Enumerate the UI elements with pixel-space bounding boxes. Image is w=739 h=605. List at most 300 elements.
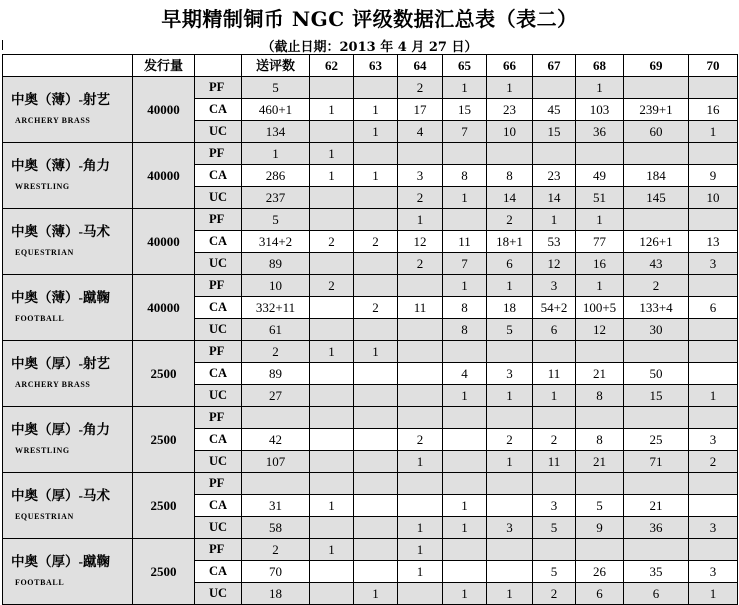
grade-type-cell: CA (195, 561, 242, 583)
grade-count-cell: 11 (398, 297, 443, 319)
grade-type-cell: UC (195, 319, 242, 341)
coin-name-cn: 中奥（薄）-射艺 (11, 91, 110, 107)
grade-type-cell: PF (195, 143, 242, 165)
grade-count-cell: 2 (487, 429, 533, 451)
coin-name-en: ARCHERY BRASS (15, 379, 91, 389)
grade-count-cell (354, 385, 398, 407)
grade-count-cell (398, 385, 443, 407)
grade-count-cell: 17 (398, 99, 443, 121)
grade-count-cell: 2 (398, 187, 443, 209)
grade-count-cell: 8 (576, 385, 624, 407)
grade-count-cell (487, 561, 533, 583)
grade-count-cell: 126+1 (624, 231, 689, 253)
grade-count-cell (533, 77, 576, 99)
grade-type-cell: PF (195, 209, 242, 231)
grade-count-cell (624, 209, 689, 231)
grade-count-cell: 15 (533, 121, 576, 143)
grade-count-cell (689, 363, 738, 385)
grade-count-cell (576, 407, 624, 429)
grade-count-cell: 4 (443, 363, 487, 385)
grade-type-cell: CA (195, 99, 242, 121)
grade-count-cell (354, 363, 398, 385)
grade-count-cell: 1 (354, 165, 398, 187)
grade-type-cell: PF (195, 473, 242, 495)
grade-count-cell: 2 (310, 275, 354, 297)
grade-count-cell: 11 (533, 363, 576, 385)
grade-count-cell: 1 (310, 495, 354, 517)
mintage-cell: 40000 (133, 143, 195, 209)
submitted-count-cell: 314+2 (242, 231, 310, 253)
grade-count-cell: 10 (689, 187, 738, 209)
grade-count-cell: 8 (443, 319, 487, 341)
grade-count-cell: 1 (487, 583, 533, 605)
grade-count-cell: 4 (398, 121, 443, 143)
grading-table (2, 54, 738, 605)
submitted-count-cell: 31 (242, 495, 310, 517)
grade-type-cell: CA (195, 363, 242, 385)
grade-count-cell (689, 495, 738, 517)
grade-count-cell: 3 (533, 495, 576, 517)
table-row (3, 143, 738, 165)
submitted-count-cell: 2 (242, 341, 310, 363)
grade-count-cell: 3 (487, 517, 533, 539)
cutoff-date: （截止日期：2013 年 4 月 27 日） (261, 40, 478, 55)
grade-count-cell: 239+1 (624, 99, 689, 121)
grade-count-cell: 51 (576, 187, 624, 209)
grade-count-cell: 6 (487, 253, 533, 275)
grade-count-cell: 2 (689, 451, 738, 473)
grade-count-cell: 6 (624, 583, 689, 605)
grade-count-cell: 1 (310, 99, 354, 121)
grade-count-cell: 1 (689, 121, 738, 143)
grade-count-cell (689, 473, 738, 495)
grade-count-cell (443, 539, 487, 561)
grade-type-cell: UC (195, 121, 242, 143)
submitted-count-cell: 70 (242, 561, 310, 583)
table-row (3, 473, 738, 495)
grade-count-cell: 1 (487, 77, 533, 99)
grade-count-cell (310, 385, 354, 407)
grade-count-cell: 3 (533, 275, 576, 297)
grade-type-cell: UC (195, 517, 242, 539)
grade-count-cell (398, 143, 443, 165)
grade-count-cell: 53 (533, 231, 576, 253)
grade-count-cell: 1 (398, 209, 443, 231)
table-row (3, 407, 738, 429)
grade-count-cell: 1 (443, 77, 487, 99)
grade-count-cell (310, 561, 354, 583)
grade-count-cell: 11 (533, 451, 576, 473)
mintage-cell: 2500 (133, 407, 195, 473)
grade-count-cell (443, 143, 487, 165)
grade-count-cell (576, 473, 624, 495)
grade-count-cell (576, 539, 624, 561)
header-mintage: 发行量 (133, 55, 195, 77)
submitted-count-cell: 61 (242, 319, 310, 341)
header-grade-type (195, 55, 242, 77)
grade-count-cell (689, 407, 738, 429)
grade-type-cell: UC (195, 583, 242, 605)
submitted-count-cell: 2 (242, 539, 310, 561)
grade-count-cell (576, 143, 624, 165)
grade-type-cell: PF (195, 275, 242, 297)
grade-count-cell (354, 451, 398, 473)
grade-count-cell: 18+1 (487, 231, 533, 253)
grade-type-cell: CA (195, 165, 242, 187)
grade-type-cell: PF (195, 77, 242, 99)
grade-type-cell: UC (195, 187, 242, 209)
coin-name-cn: 中奥（厚）-角力 (11, 421, 110, 437)
grade-count-cell: 21 (576, 363, 624, 385)
grade-count-cell (443, 429, 487, 451)
grade-count-cell (487, 407, 533, 429)
grade-count-cell (624, 341, 689, 363)
header-grade-68: 68 (576, 55, 624, 77)
grade-type-cell: UC (195, 253, 242, 275)
grade-count-cell: 1 (310, 341, 354, 363)
grade-count-cell (354, 253, 398, 275)
grade-count-cell: 23 (533, 165, 576, 187)
grade-count-cell (487, 539, 533, 561)
grade-count-cell (443, 407, 487, 429)
grade-count-cell: 1 (487, 275, 533, 297)
table-row (3, 341, 738, 363)
grade-count-cell: 1 (533, 209, 576, 231)
grade-count-cell: 2 (310, 231, 354, 253)
grade-count-cell: 1 (398, 539, 443, 561)
coin-name-cell (3, 473, 133, 539)
table-row (3, 77, 738, 99)
grade-count-cell: 26 (576, 561, 624, 583)
grade-count-cell (310, 121, 354, 143)
grade-type-cell: CA (195, 495, 242, 517)
grade-type-cell: PF (195, 407, 242, 429)
grade-count-cell: 14 (487, 187, 533, 209)
grade-count-cell: 36 (624, 517, 689, 539)
grade-count-cell: 23 (487, 99, 533, 121)
grade-count-cell: 2 (533, 429, 576, 451)
grade-count-cell: 9 (689, 165, 738, 187)
grade-count-cell: 30 (624, 319, 689, 341)
submitted-count-cell (242, 407, 310, 429)
grade-count-cell: 35 (624, 561, 689, 583)
grade-count-cell (443, 561, 487, 583)
grade-count-cell: 2 (354, 231, 398, 253)
grade-count-cell (398, 473, 443, 495)
page-title: 早期精制铜币 NGC 评级数据汇总表（表二） (161, 7, 578, 31)
grade-count-cell (310, 451, 354, 473)
grade-count-cell: 1 (398, 517, 443, 539)
grade-count-cell (354, 495, 398, 517)
grade-count-cell: 3 (689, 253, 738, 275)
header-submitted: 送评数 (242, 55, 310, 77)
grade-count-cell: 8 (576, 429, 624, 451)
grade-count-cell (398, 495, 443, 517)
grade-count-cell (354, 143, 398, 165)
grade-count-cell: 1 (443, 385, 487, 407)
mintage-cell: 2500 (133, 341, 195, 407)
grade-count-cell: 3 (689, 429, 738, 451)
submitted-count-cell: 18 (242, 583, 310, 605)
submitted-count-cell: 134 (242, 121, 310, 143)
grade-count-cell: 1 (354, 121, 398, 143)
grade-count-cell (354, 539, 398, 561)
grade-count-cell: 50 (624, 363, 689, 385)
grade-count-cell (310, 473, 354, 495)
grade-count-cell: 11 (443, 231, 487, 253)
grade-type-cell: UC (195, 385, 242, 407)
grade-count-cell: 5 (576, 495, 624, 517)
grade-count-cell: 1 (398, 561, 443, 583)
grade-count-cell: 10 (487, 121, 533, 143)
grade-count-cell: 145 (624, 187, 689, 209)
grade-count-cell: 1 (576, 209, 624, 231)
grade-count-cell: 2 (354, 297, 398, 319)
grade-count-cell: 1 (310, 539, 354, 561)
grade-count-cell: 18 (487, 297, 533, 319)
grade-count-cell (443, 341, 487, 363)
grade-count-cell: 2 (398, 77, 443, 99)
submitted-count-cell: 10 (242, 275, 310, 297)
grade-count-cell (533, 407, 576, 429)
grade-count-cell: 9 (576, 517, 624, 539)
grade-count-cell (443, 451, 487, 473)
grade-count-cell (310, 209, 354, 231)
coin-name-cn: 中奥（薄）-角力 (11, 157, 110, 173)
grade-count-cell: 8 (487, 165, 533, 187)
grade-count-cell: 5 (533, 561, 576, 583)
coin-name-en: ARCHERY BRASS (15, 115, 91, 125)
mintage-cell: 40000 (133, 77, 195, 143)
coin-name-en: WRESTLING (15, 445, 70, 455)
grade-count-cell: 36 (576, 121, 624, 143)
coin-name-cell (3, 539, 133, 605)
table-row (3, 275, 738, 297)
grade-count-cell (310, 77, 354, 99)
grade-count-cell: 1 (443, 517, 487, 539)
coin-name-en: FOOTBALL (15, 313, 65, 323)
grade-count-cell: 16 (689, 99, 738, 121)
grade-count-cell (354, 319, 398, 341)
grade-count-cell (689, 319, 738, 341)
grade-count-cell (533, 539, 576, 561)
grade-count-cell: 3 (487, 363, 533, 385)
submitted-count-cell: 89 (242, 363, 310, 385)
grade-count-cell (354, 517, 398, 539)
grade-type-cell: CA (195, 429, 242, 451)
grade-count-cell: 3 (398, 165, 443, 187)
header-grade-69: 69 (624, 55, 689, 77)
grade-count-cell: 1 (576, 77, 624, 99)
grade-count-cell: 7 (443, 253, 487, 275)
grade-count-cell (533, 341, 576, 363)
grade-count-cell: 12 (533, 253, 576, 275)
grade-count-cell (624, 473, 689, 495)
grade-count-cell (443, 473, 487, 495)
grade-count-cell (624, 77, 689, 99)
coin-name-cn: 中奥（厚）-射艺 (11, 355, 110, 371)
grade-count-cell (487, 473, 533, 495)
header-name-cell (3, 55, 133, 77)
grade-count-cell (624, 143, 689, 165)
mintage-cell: 40000 (133, 209, 195, 275)
coin-name-cell (3, 143, 133, 209)
grade-count-cell: 8 (443, 297, 487, 319)
grade-count-cell (398, 363, 443, 385)
coin-name-en: EQUESTRIAN (15, 247, 74, 257)
grade-count-cell (398, 407, 443, 429)
grade-count-cell: 2 (624, 275, 689, 297)
grade-count-cell: 1 (443, 275, 487, 297)
header-grade-64: 64 (398, 55, 443, 77)
grade-count-cell: 14 (533, 187, 576, 209)
grade-count-cell: 6 (689, 297, 738, 319)
grade-count-cell: 3 (689, 561, 738, 583)
grade-count-cell (689, 209, 738, 231)
grade-count-cell: 60 (624, 121, 689, 143)
grade-count-cell: 13 (689, 231, 738, 253)
grade-count-cell: 1 (689, 583, 738, 605)
submitted-count-cell: 1 (242, 143, 310, 165)
grade-count-cell: 71 (624, 451, 689, 473)
coin-name-cell (3, 209, 133, 275)
grade-count-cell: 1 (354, 99, 398, 121)
mintage-cell: 2500 (133, 539, 195, 605)
grade-count-cell (487, 341, 533, 363)
grade-count-cell (354, 429, 398, 451)
submitted-count-cell: 58 (242, 517, 310, 539)
mintage-cell: 40000 (133, 275, 195, 341)
grade-count-cell (310, 297, 354, 319)
grade-type-cell: CA (195, 297, 242, 319)
grade-count-cell (310, 187, 354, 209)
grade-count-cell: 133+4 (624, 297, 689, 319)
grade-count-cell: 100+5 (576, 297, 624, 319)
grade-count-cell (533, 143, 576, 165)
grade-count-cell (398, 275, 443, 297)
coin-name-cn: 中奥（薄）-蹴鞠 (11, 289, 110, 305)
margin-mark (2, 40, 3, 50)
grade-type-cell: CA (195, 231, 242, 253)
grade-count-cell: 103 (576, 99, 624, 121)
grade-count-cell: 45 (533, 99, 576, 121)
header-grade-70: 70 (689, 55, 738, 77)
grade-count-cell: 1 (354, 341, 398, 363)
grade-count-cell: 8 (443, 165, 487, 187)
submitted-count-cell: 286 (242, 165, 310, 187)
grade-count-cell: 1 (310, 143, 354, 165)
grade-count-cell: 1 (487, 451, 533, 473)
grade-count-cell: 1 (398, 451, 443, 473)
grade-count-cell (354, 187, 398, 209)
grade-count-cell (354, 473, 398, 495)
grade-count-cell: 1 (443, 495, 487, 517)
grade-count-cell (354, 407, 398, 429)
coin-name-en: FOOTBALL (15, 577, 65, 587)
grade-count-cell (624, 407, 689, 429)
table-row (3, 539, 738, 561)
grade-count-cell (310, 319, 354, 341)
grade-count-cell (689, 539, 738, 561)
submitted-count-cell (242, 473, 310, 495)
header-grade-62: 62 (310, 55, 354, 77)
grade-count-cell (576, 341, 624, 363)
coin-name-cell (3, 341, 133, 407)
grade-count-cell: 1 (443, 187, 487, 209)
grade-count-cell: 12 (398, 231, 443, 253)
grade-count-cell: 12 (576, 319, 624, 341)
grade-count-cell: 1 (310, 165, 354, 187)
grade-count-cell: 2 (487, 209, 533, 231)
grade-count-cell: 16 (576, 253, 624, 275)
header-grade-65: 65 (443, 55, 487, 77)
grade-count-cell (354, 561, 398, 583)
grade-count-cell: 1 (487, 385, 533, 407)
grade-count-cell (310, 253, 354, 275)
grade-count-cell: 7 (443, 121, 487, 143)
grade-count-cell (443, 209, 487, 231)
grade-count-cell: 1 (689, 385, 738, 407)
coin-name-cell (3, 275, 133, 341)
coin-name-cn: 中奥（厚）-马术 (11, 487, 110, 503)
grade-count-cell (689, 275, 738, 297)
grade-count-cell: 1 (533, 385, 576, 407)
grade-count-cell (310, 429, 354, 451)
grade-count-cell: 1 (443, 583, 487, 605)
table-row (3, 209, 738, 231)
grade-count-cell: 2 (398, 429, 443, 451)
grade-count-cell (354, 77, 398, 99)
grade-count-cell (354, 275, 398, 297)
grade-count-cell (689, 143, 738, 165)
grade-count-cell: 77 (576, 231, 624, 253)
mintage-cell: 2500 (133, 473, 195, 539)
grade-type-cell: PF (195, 341, 242, 363)
grade-count-cell: 6 (533, 319, 576, 341)
grade-count-cell: 15 (443, 99, 487, 121)
grade-count-cell: 1 (576, 275, 624, 297)
submitted-count-cell: 332+11 (242, 297, 310, 319)
coin-name-en: WRESTLING (15, 181, 70, 191)
grade-count-cell (398, 341, 443, 363)
submitted-count-cell: 89 (242, 253, 310, 275)
coin-name-cell (3, 407, 133, 473)
submitted-count-cell: 5 (242, 209, 310, 231)
grade-count-cell (487, 495, 533, 517)
grade-count-cell: 21 (576, 451, 624, 473)
grade-count-cell: 5 (533, 517, 576, 539)
coin-name-cn: 中奥（厚）-蹴鞠 (11, 553, 110, 569)
grade-count-cell: 184 (624, 165, 689, 187)
submitted-count-cell: 460+1 (242, 99, 310, 121)
grade-count-cell (310, 407, 354, 429)
submitted-count-cell: 107 (242, 451, 310, 473)
grade-count-cell: 25 (624, 429, 689, 451)
grade-count-cell: 6 (576, 583, 624, 605)
submitted-count-cell: 5 (242, 77, 310, 99)
coin-name-cell (3, 77, 133, 143)
grade-count-cell (624, 539, 689, 561)
header-grade-66: 66 (487, 55, 533, 77)
header-grade-67: 67 (533, 55, 576, 77)
grade-type-cell: UC (195, 451, 242, 473)
grade-count-cell: 3 (689, 517, 738, 539)
submitted-count-cell: 42 (242, 429, 310, 451)
grade-count-cell: 1 (354, 583, 398, 605)
grade-count-cell: 54+2 (533, 297, 576, 319)
coin-name-en: EQUESTRIAN (15, 511, 74, 521)
grade-count-cell: 2 (533, 583, 576, 605)
